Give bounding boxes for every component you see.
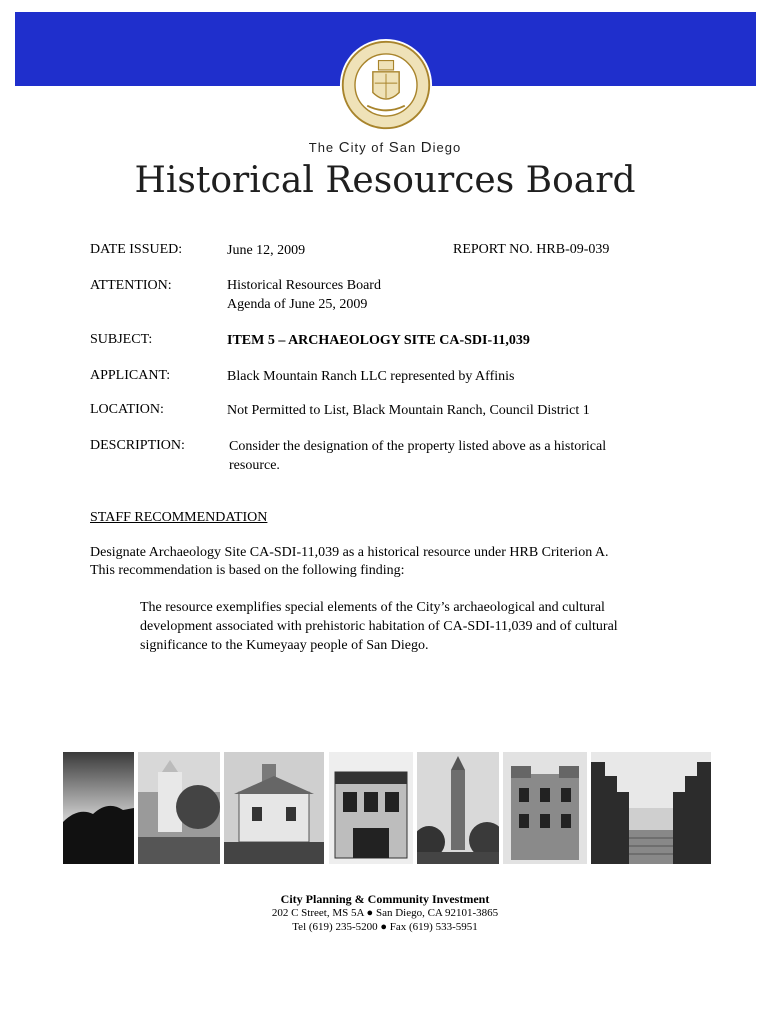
staff-recommendation-heading: STAFF RECOMMENDATION [90, 510, 268, 525]
city-letter: S [388, 139, 400, 156]
city-word: ity of [350, 140, 389, 155]
description-value [229, 437, 606, 475]
footer-address: 202 C Street, MS 5A ● San Diego, CA 92101-3865 [271, 907, 499, 919]
storefront-photo [329, 752, 413, 864]
photo-strip [63, 752, 711, 864]
city-word: an [399, 140, 421, 155]
tower-photo [417, 752, 499, 864]
victorian-house-photo [224, 752, 324, 864]
report-number: REPORT NO. HRB-09-039 [453, 242, 610, 257]
attention-line: Agenda of June 25, 2009 [227, 297, 368, 312]
footer-phone: Tel (619) 235-5200 ● Fax (619) 533-5951 [292, 921, 478, 933]
mission-photo [138, 752, 220, 864]
city-word: iego [432, 140, 462, 155]
footer-org: City Planning & Community Investment [280, 892, 490, 906]
description-line: resource. [229, 458, 280, 473]
stairs-photo [591, 752, 711, 864]
finding-line: development associated with prehistoric habitation of CA-SDI-11,039 and of cultural [140, 619, 618, 634]
finding-line: The resource exemplifies special elements of the City’s archaeological and cultural [140, 600, 605, 615]
applicant-value: Black Mountain Ranch LLC represented by Affinis [227, 369, 515, 384]
footer [0, 892, 770, 934]
date-issued-value: June 12, 2009 [227, 243, 306, 258]
paragraph-line: Designate Archaeology Site CA-SDI-11,039 as a historical resource under HRB Criterion A. [90, 545, 609, 560]
finding-paragraph [140, 598, 680, 655]
recommendation-paragraph [90, 544, 690, 580]
paragraph-line: This recommendation is based on the following finding: [90, 563, 405, 578]
location-label: LOCATION: [90, 402, 164, 417]
date-issued-label: DATE ISSUED: [90, 242, 183, 257]
location-value: Not Permitted to List, Black Mountain Ranch, Council District 1 [227, 403, 590, 418]
board-title: Historical Resources Board [134, 160, 636, 201]
city-seal-icon [339, 38, 433, 132]
attention-value [227, 276, 381, 314]
subject-label: SUBJECT: [90, 332, 153, 347]
city-letter: D [420, 139, 433, 156]
attention-label: ATTENTION: [90, 278, 172, 293]
mountain-photo [63, 752, 134, 864]
subject-value: ITEM 5 – ARCHAEOLOGY SITE CA-SDI-11,039 [227, 333, 530, 348]
description-line: Consider the designation of the property listed above as a historical [229, 439, 607, 454]
building-photo [503, 752, 587, 864]
city-name [0, 139, 770, 156]
applicant-label: APPLICANT: [90, 368, 171, 383]
city-letter: C [338, 139, 351, 156]
finding-line: significance to the Kumeyaay people of San Diego. [140, 638, 429, 653]
city-prefix: The [308, 140, 339, 155]
description-label: DESCRIPTION: [90, 438, 185, 453]
attention-line: Historical Resources Board [227, 278, 381, 293]
